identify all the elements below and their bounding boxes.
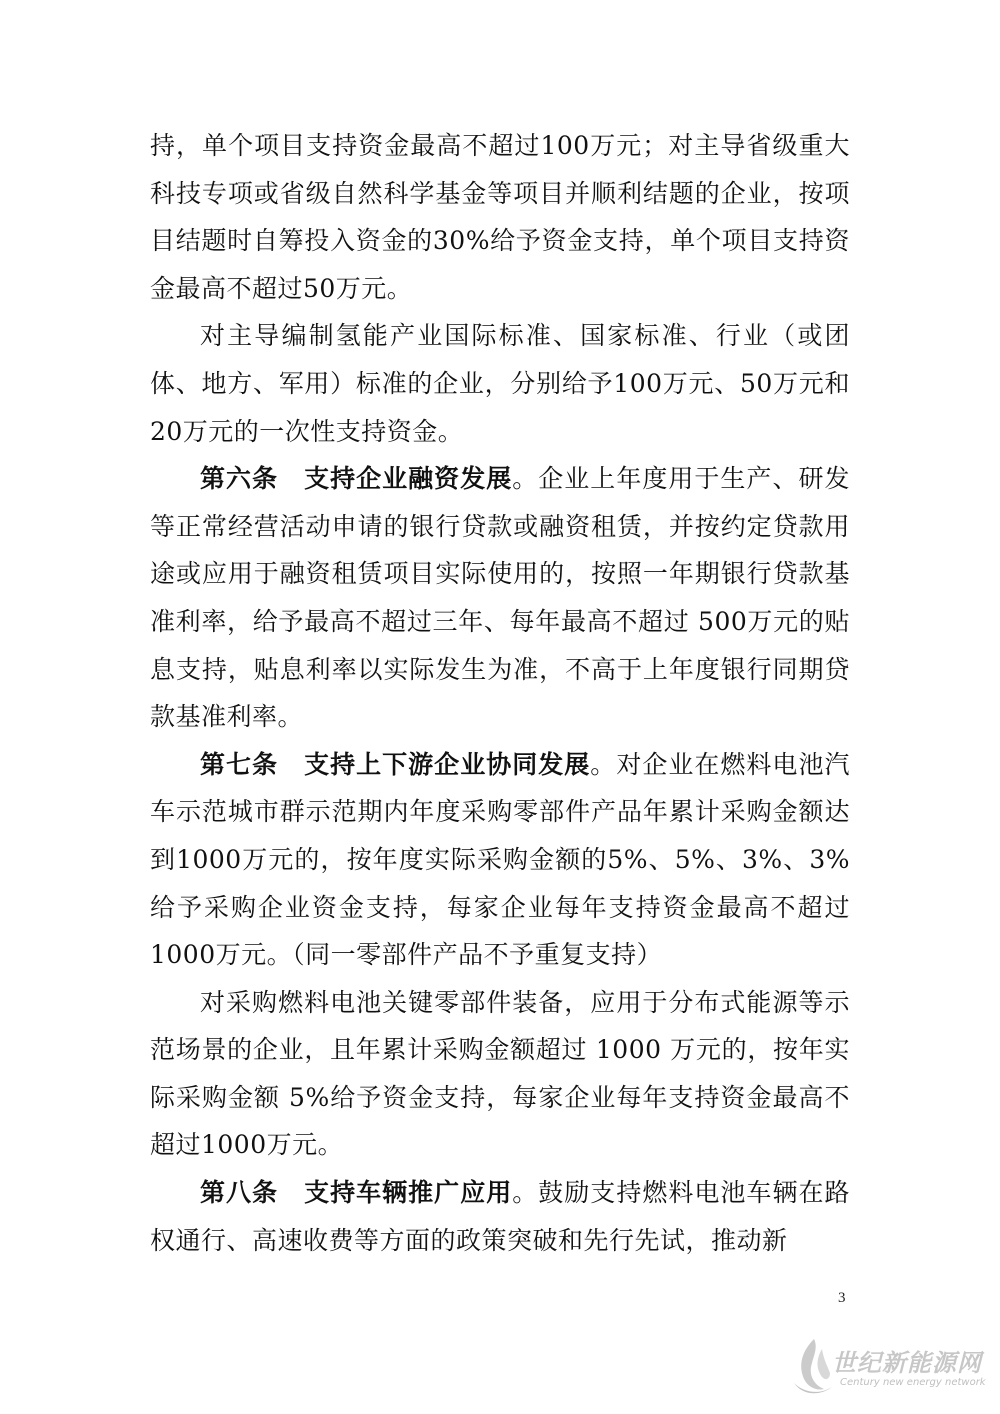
page-number: 3 bbox=[838, 1290, 846, 1306]
article-7-paragraph bbox=[150, 741, 850, 979]
article-6-text: 。企业上年度用于生产、研发等正常经营活动申请的银行贷款或融资租赁，并按约定贷款用途或应用于融资租赁项目实际使用的，按照一年期银行贷款基准利率，给予最高不超过三年、每年最高不超过 500万元的贴息支持，贴息利率以实际发生为准，不高于上年度银行同期贷款基准利率。 bbox=[150, 464, 850, 732]
document-body bbox=[150, 122, 850, 1264]
article-6-heading: 第六条 支持企业融资发展 bbox=[200, 464, 513, 494]
article-7-heading: 第七条 支持上下游企业协同发展 bbox=[200, 749, 591, 779]
article-6-paragraph bbox=[150, 455, 850, 741]
article-8-paragraph bbox=[150, 1169, 850, 1264]
flame-swoosh-icon bbox=[788, 1335, 836, 1397]
paragraph-2 bbox=[150, 312, 850, 455]
paragraph-2-text: 对主导编制氢能产业国际标准、国家标准、行业（或团体、地方、军用）标准的企业，分别给予100万元、50万元和20万元的一次性支持资金。 bbox=[150, 321, 850, 446]
article-8-text: 。鼓励支持燃料电池车辆在路权通行、高速收费等方面的政策突破和先行先试，推动新 bbox=[150, 1178, 850, 1255]
article-7-text: 。对企业在燃料电池汽车示范城市群示范期内年度采购零部件产品年累计采购金额达到1000万元的，按年度实际采购金额的5%、5%、3%、3%给予采购企业资金支持，每家企业每年支持资金最高不超过1000万元。（同一零部件产品不予重复支持） bbox=[150, 749, 850, 970]
watermark-site-name-english: Century new energy network bbox=[840, 1377, 986, 1388]
paragraph-5 bbox=[150, 979, 850, 1169]
watermark-site-name: 世纪新能源网 bbox=[832, 1349, 982, 1377]
article-8-heading: 第八条 支持车辆推广应用 bbox=[200, 1178, 513, 1208]
paragraph-1-text: 持，单个项目支持资金最高不超过100万元；对主导省级重大科技专项或省级自然科学基金等项目并顺利结题的企业，按项目结题时自筹投入资金的30%给予资金支持，单个项目支持资金最高不超过50万元。 bbox=[150, 131, 850, 303]
paragraph-1 bbox=[150, 122, 850, 312]
paragraph-5-text: 对采购燃料电池关键零部件装备，应用于分布式能源等示范场景的企业，且年累计采购金额超过 1000 万元的，按年实际采购金额 5%给予资金支持，每家企业每年支持资金最高不超过1000万元。 bbox=[150, 987, 850, 1160]
watermark bbox=[788, 1335, 993, 1405]
